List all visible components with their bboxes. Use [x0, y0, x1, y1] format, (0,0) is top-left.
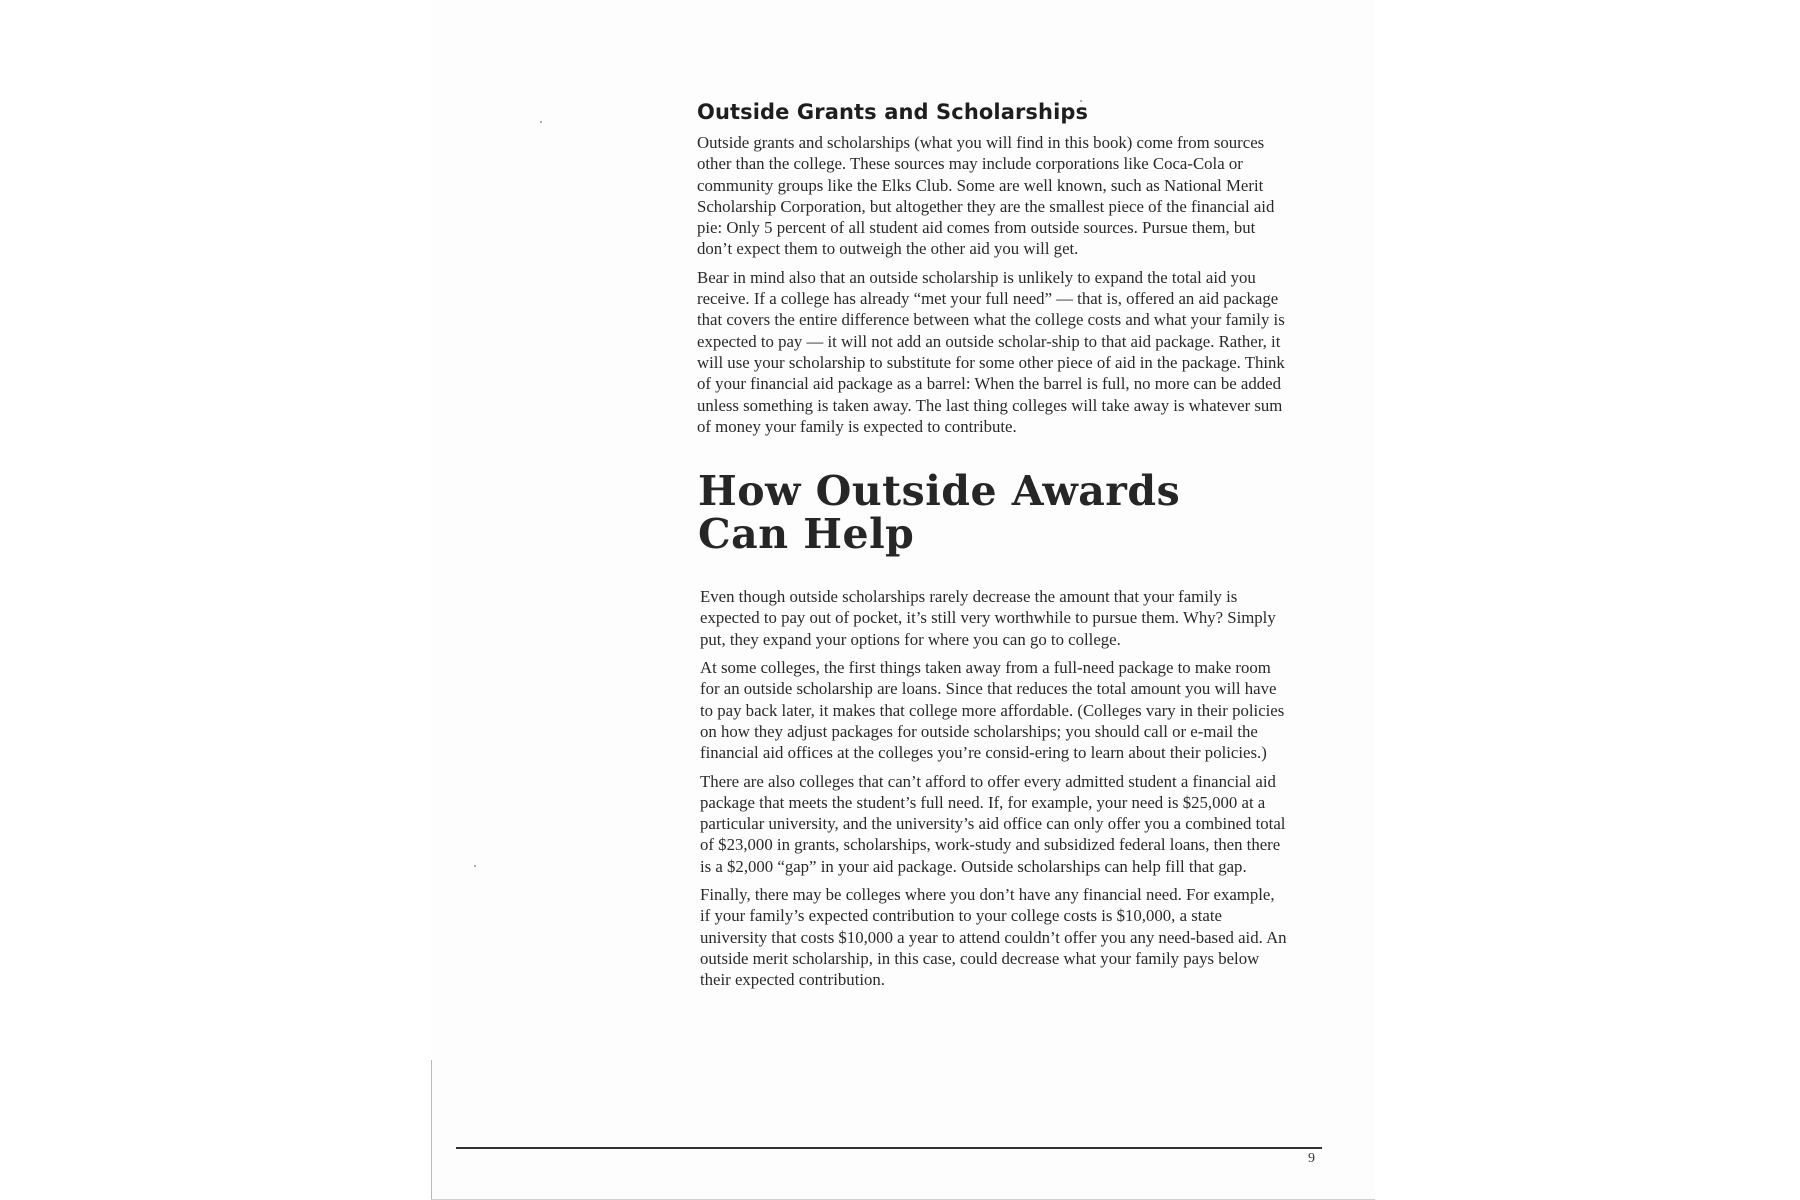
scan-speck [474, 865, 476, 867]
paragraph: Even though outside scholarships rarely decrease the amount that your family is expected to pay out of pocket, it’s still very worthwhile to pursue them. Why? Simply put, they expand your options for where you can go to college. [700, 587, 1276, 649]
paragraph: Outside grants and scholarships (what you will find in this book) come from sources other than the college. These sources may include corporations like Coca-Cola or community groups like the Elks Club. Some are well known, such as National Merit Scholarship Corporation, but altogether they are the smallest piece of the financial aid pie: Only 5 percent of all student aid comes from outside sources. Pursue them, but don’t expect them to outweigh the other aid you will get. [697, 133, 1275, 259]
paragraph: Bear in mind also that an outside scholarship is unlikely to expand the total aid you receive. If a college has already “met your full need” — that is, offered an aid package that covers the entire difference between what the college costs and what your family is expected to pay — it will not add an outside scholar-ship to that aid package. Rather, it will use your scholarship to substitute for some other piece of aid in the package. Think of your financial aid package as a barrel: When the barrel is full, no more can be added unless something is taken away. The last thing colleges will take away is whatever sum of money your family is expected to contribute. [697, 267, 1285, 436]
page-edge-left [431, 1060, 432, 1200]
scan-speck [540, 121, 542, 123]
page-number: 9 [1308, 1151, 1315, 1166]
page-content [697, 100, 1287, 998]
section-outside-awards [697, 467, 1287, 990]
paragraph: At some colleges, the first things taken away from a full-need package to make room for an outside scholarship are loans. Since that reduces the total amount you will have to pay back later, it makes that college more affordable. (Colleges vary in their policies on how they adjust packages for outside scholarships; you should call or e-mail the financial aid offices at the colleges you’re consid-ering to learn about their policies.) [700, 658, 1285, 763]
section-outside-grants [697, 100, 1287, 437]
section-heading: Outside Grants and Scholarships [697, 100, 1089, 124]
paragraph: There are also colleges that can’t afford to offer every admitted student a financial aid package that meets the student’s full need. If, for example, your need is $25,000 at a particular university, and the university’s aid office can only offer you a combined total of $23,000 in grants, scholarships, work-study and subsidized federal loans, then there is a $2,000 “gap” in your aid package. Outside scholarships can help fill that gap. [700, 771, 1286, 876]
footer-rule [456, 1147, 1322, 1149]
chapter-heading: How Outside Awards Can Help [698, 467, 1181, 559]
paragraph: Finally, there may be colleges where you don’t have any financial need. For example, if your family’s expected contribution to your college costs is $10,000, a state university that costs $10,000 a year to attend couldn’t offer you any need-based aid. An outside merit scholarship, in this case, could decrease what your family pays below their expected contribution. [700, 885, 1287, 990]
